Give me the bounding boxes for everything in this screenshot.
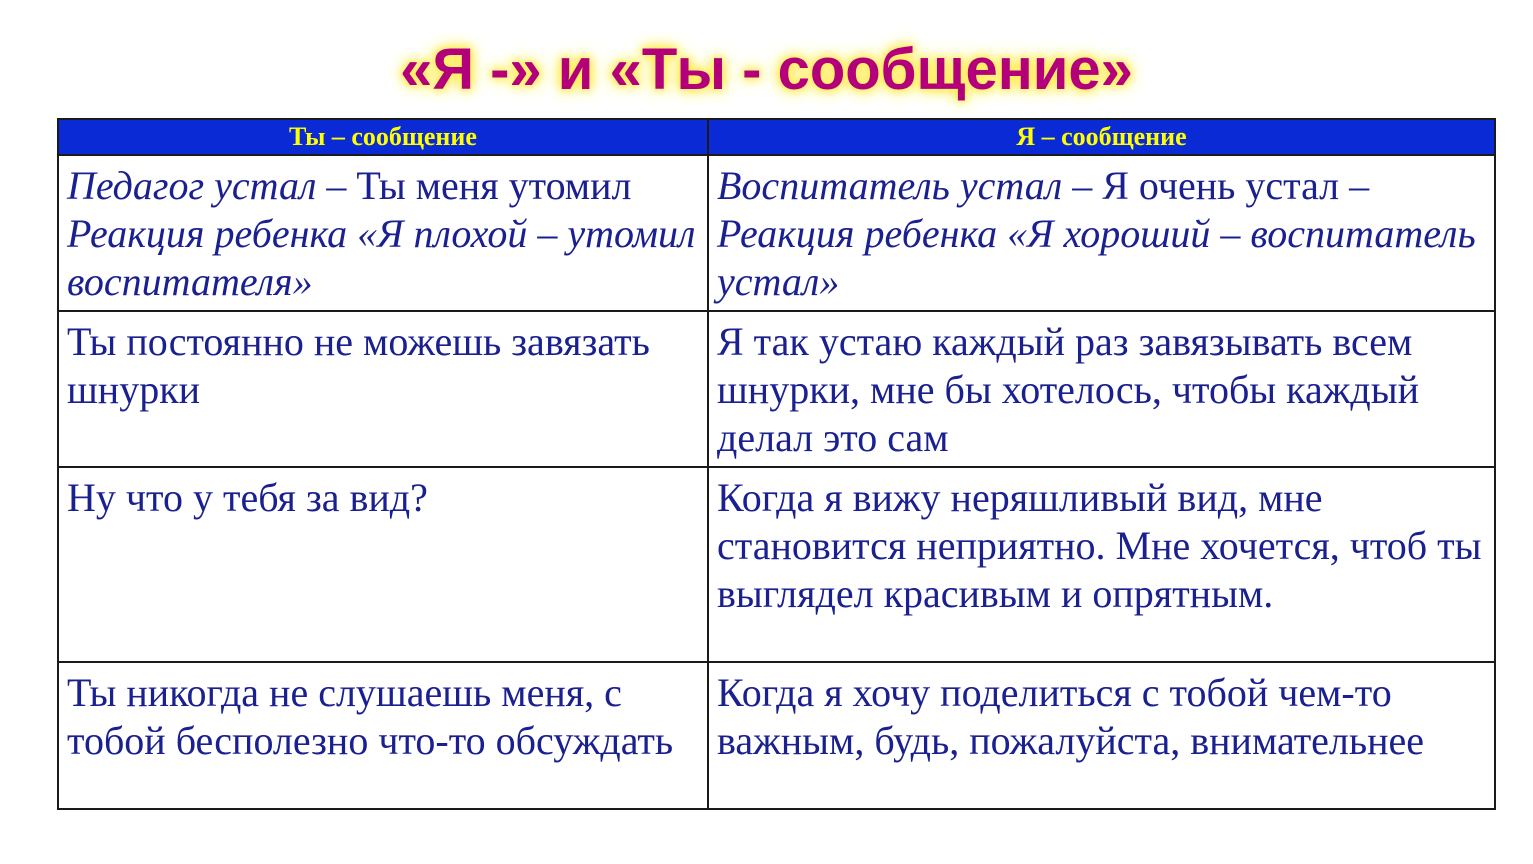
- header-you-message: Ты – сообщение: [58, 119, 708, 155]
- cell-you-message: Ну что у тебя за вид?: [58, 467, 708, 662]
- comparison-table: [57, 118, 1496, 810]
- table-row: [58, 155, 1495, 311]
- table-row: [58, 662, 1495, 809]
- cell-i-message: Я так устаю каждый раз завязывать всем шнурки, мне бы хотелось, чтобы каждый делал это сам: [708, 311, 1495, 467]
- cell-text: – Ты меня утомил: [316, 163, 632, 208]
- slide-title: «Я -» и «Ты - сообщение»: [400, 37, 1133, 102]
- cell-i-message: [708, 155, 1495, 311]
- cell-italic-text: Педагог устал: [67, 163, 317, 208]
- cell-i-message: Когда я хочу поделиться с тобой чем-то важным, будь, пожалуйста, внимательнее: [708, 662, 1495, 809]
- table-row: [58, 467, 1495, 662]
- cell-text: – Я очень устал –: [1062, 163, 1370, 208]
- cell-italic-text: Воспитатель устал: [717, 163, 1063, 208]
- cell-italic-text: Реакция ребенка «Я плохой – утомил воспитателя»: [67, 211, 696, 304]
- cell-you-message: Ты постоянно не можешь завязать шнурки: [58, 311, 708, 467]
- table-header-row: [58, 119, 1495, 155]
- cell-i-message: Когда я вижу неряшливый вид, мне становится неприятно. Мне хочется, чтоб ты выглядел красивым и опрятным.: [708, 467, 1495, 662]
- cell-italic-text: Реакция ребенка «Я хороший – воспитатель устал»: [717, 211, 1476, 304]
- table-row: [58, 311, 1495, 467]
- cell-you-message: Ты никогда не слушаешь меня, с тобой бесполезно что-то обсуждать: [58, 662, 708, 809]
- cell-you-message: [58, 155, 708, 311]
- header-i-message: Я – сообщение: [708, 119, 1495, 155]
